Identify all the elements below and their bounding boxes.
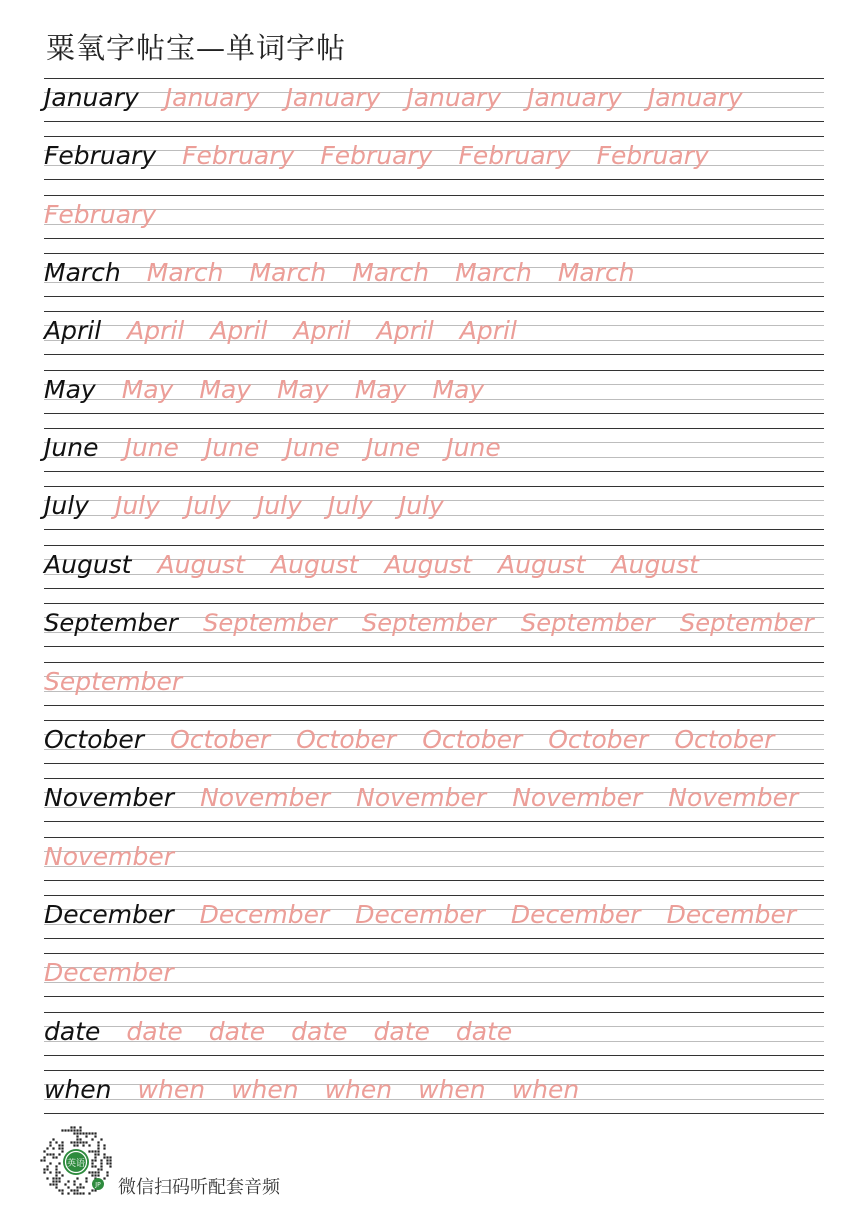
ruled-line (44, 953, 824, 954)
ruled-line (44, 603, 824, 604)
trace-word: June (124, 433, 179, 463)
ruled-line (44, 662, 824, 663)
trace-word: date (455, 1016, 513, 1046)
ruled-line (44, 1012, 824, 1013)
trace-word: April (127, 316, 185, 346)
trace-word: October (296, 724, 397, 754)
writing-row (44, 603, 824, 647)
trace-word: when (418, 1074, 486, 1104)
trace-word: October (170, 724, 271, 754)
trace-word: May (354, 374, 407, 404)
scan-caption: 微信扫码听配套音频 (118, 1177, 280, 1198)
ruled-line (44, 1113, 824, 1114)
ruled-line (44, 354, 824, 355)
qr-code-icon (40, 1126, 112, 1198)
writing-row (44, 662, 824, 706)
trace-word: September (44, 666, 183, 696)
trace-word: November (668, 783, 799, 813)
model-word: October (44, 724, 145, 754)
trace-word: October (548, 724, 649, 754)
writing-row (44, 837, 824, 881)
trace-word: July (114, 491, 160, 521)
ruled-line (44, 238, 824, 239)
ruled-line (44, 646, 824, 647)
ruled-line (44, 880, 824, 881)
model-word: May (44, 374, 96, 404)
trace-word: December (666, 899, 797, 929)
trace-word: November (44, 841, 175, 871)
trace-word: July (398, 491, 444, 521)
writing-row (44, 311, 824, 355)
trace-word: December (199, 899, 330, 929)
ruled-line (44, 1055, 824, 1056)
trace-word: March (455, 258, 532, 288)
model-word: March (44, 258, 121, 288)
trace-word: January (647, 83, 743, 112)
ruled-line (44, 253, 824, 254)
ruled-line (44, 311, 824, 312)
trace-word: August (611, 549, 699, 579)
trace-word: June (204, 433, 260, 463)
trace-word: June (365, 433, 421, 463)
trace-word: May (121, 374, 174, 404)
writing-row (44, 253, 824, 297)
ruled-line (44, 720, 824, 721)
trace-word: May (199, 374, 252, 404)
writing-row (44, 895, 824, 939)
ruled-line (44, 705, 824, 706)
ruled-line (44, 471, 824, 472)
ruled-line (44, 136, 824, 137)
trace-word: February (44, 199, 157, 229)
trace-word: December (510, 899, 641, 929)
ruled-line (44, 778, 824, 779)
trace-word: February (458, 141, 571, 171)
trace-word: April (210, 316, 268, 346)
trace-word: when (324, 1074, 393, 1104)
trace-word: April (459, 316, 517, 346)
trace-word: August (271, 549, 359, 579)
trace-word: March (146, 258, 224, 288)
ruled-line (44, 763, 824, 764)
trace-word: January (164, 83, 260, 112)
model-word: date (44, 1016, 101, 1046)
trace-word: August (384, 549, 472, 579)
trace-word: June (446, 433, 501, 463)
trace-word: August (157, 549, 245, 579)
trace-word: June (285, 433, 340, 463)
model-word: August (44, 549, 132, 579)
ruled-line (44, 895, 824, 896)
trace-word: October (674, 724, 775, 754)
writing-row (44, 486, 824, 530)
trace-word: September (679, 609, 814, 638)
writing-row (44, 545, 824, 589)
trace-word: date (291, 1016, 348, 1046)
ruled-line (44, 413, 824, 414)
page-title: 粟氧字帖宝—单词字帖 (46, 31, 347, 65)
trace-word: April (293, 316, 351, 346)
ruled-line (44, 996, 824, 997)
ruled-line (44, 179, 824, 180)
ruled-line (44, 195, 824, 196)
trace-word: September (202, 609, 337, 638)
qr-sub-badge-label: JP (95, 1181, 101, 1189)
trace-word: September (520, 609, 655, 638)
writing-row (44, 720, 824, 764)
qr-badge-label: 英语 (66, 1159, 86, 1169)
model-word: February (44, 141, 157, 171)
writing-row (44, 78, 824, 122)
model-word: when (44, 1074, 112, 1104)
trace-word: October (422, 724, 523, 754)
trace-word: February (320, 141, 433, 171)
ruled-line (44, 938, 824, 939)
ruled-line (44, 545, 824, 546)
trace-word: January (285, 83, 381, 112)
ruled-line (44, 821, 824, 822)
trace-word: March (249, 258, 327, 288)
trace-word: April (376, 316, 434, 346)
ruled-line (44, 1070, 824, 1071)
trace-word: July (256, 491, 302, 521)
trace-word: December (355, 899, 485, 929)
ruled-line (44, 428, 824, 429)
model-word: December (44, 899, 174, 929)
trace-word: July (185, 491, 231, 521)
trace-word: November (356, 783, 487, 813)
trace-word: May (432, 374, 485, 404)
trace-word: when (231, 1074, 299, 1104)
trace-word: February (182, 141, 295, 171)
trace-word: March (557, 258, 635, 288)
trace-word: date (126, 1016, 183, 1046)
trace-word: November (512, 783, 643, 813)
ruled-line (44, 224, 824, 225)
trace-word: September (361, 609, 496, 638)
trace-word: January (406, 83, 502, 112)
model-word: April (44, 316, 102, 346)
trace-word: December (44, 958, 174, 988)
ruled-line (44, 209, 824, 210)
writing-row (44, 778, 824, 822)
ruled-line (44, 370, 824, 371)
ruled-line (44, 837, 824, 838)
ruled-line (44, 296, 824, 297)
ruled-line (44, 588, 824, 589)
trace-word: November (200, 783, 331, 813)
trace-word: March (352, 258, 430, 288)
writing-row (44, 136, 824, 180)
model-word: July (44, 491, 89, 521)
footer (40, 1126, 440, 1198)
ruled-line (44, 486, 824, 487)
writing-row (44, 1012, 824, 1056)
trace-word: date (373, 1016, 430, 1046)
model-word: November (44, 783, 175, 813)
model-word: January (44, 83, 139, 112)
writing-row (44, 428, 824, 472)
trace-word: May (277, 374, 329, 404)
trace-word: August (498, 549, 586, 579)
model-word: September (44, 609, 178, 638)
writing-row (44, 953, 824, 997)
trace-word: February (596, 141, 709, 171)
ruled-line (44, 121, 824, 122)
ruled-line (44, 529, 824, 530)
trace-word: January (527, 83, 622, 112)
writing-row (44, 370, 824, 414)
writing-row (44, 195, 824, 239)
model-word: June (44, 433, 99, 463)
trace-word: July (327, 491, 373, 521)
trace-word: date (208, 1016, 266, 1046)
ruled-line (44, 78, 824, 79)
trace-word: when (137, 1074, 206, 1104)
trace-word: when (511, 1074, 580, 1104)
writing-row (44, 1070, 824, 1114)
